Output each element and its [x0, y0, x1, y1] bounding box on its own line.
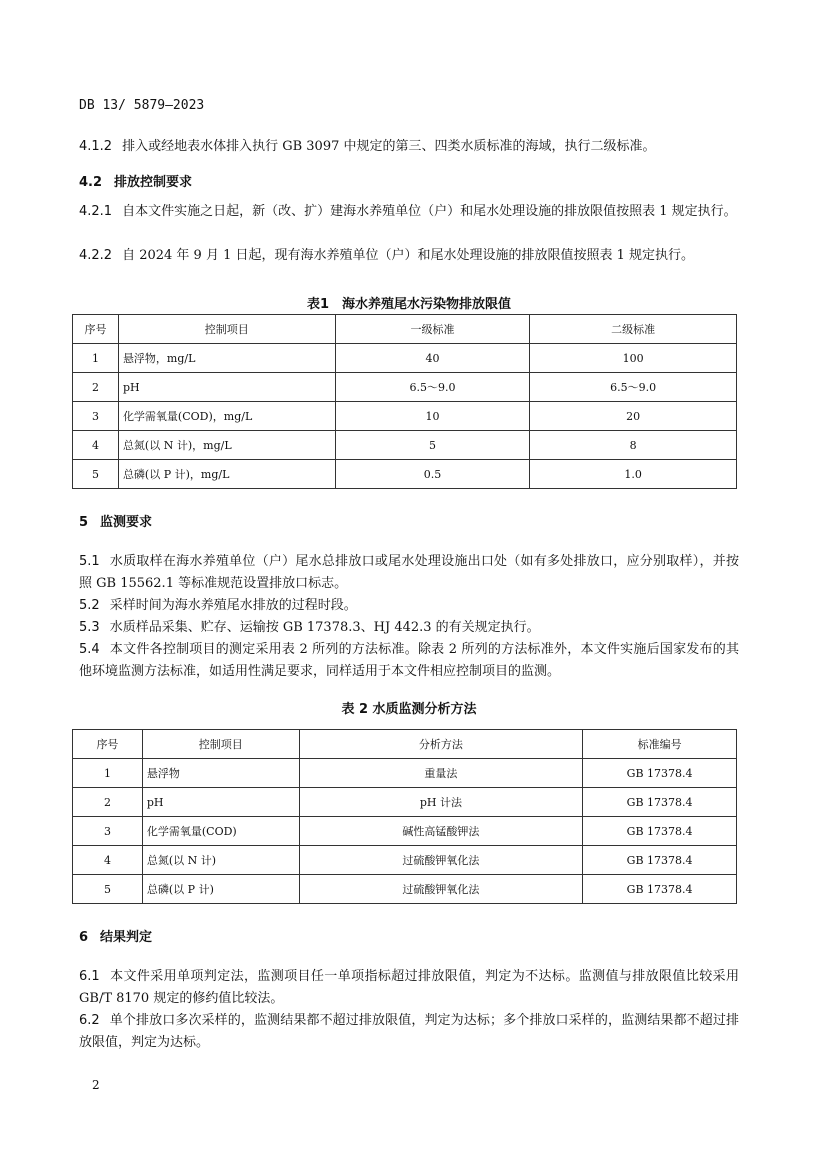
table-cell: 1 — [73, 759, 143, 788]
clause-text: 本文件采用单项判定法，监测项目任一单项指标超过排放限值，判定为不达标。监测值与排放限值比较采用 GB/T 8170 规定的修约值比较法。 — [79, 969, 739, 1006]
clause-number: 5.1 — [79, 554, 100, 569]
section-title: 结果判定 — [100, 930, 153, 945]
table-cell: 过硫酸钾氧化法 — [299, 875, 583, 904]
section-5-heading — [79, 511, 152, 530]
clause-number: 5.2 — [79, 598, 100, 613]
table-cell: 2 — [73, 373, 119, 402]
clause-text: 自 2024 年 9 月 1 日起，现有海水养殖单位（户）和尾水处理设施的排放限值按照表 1 规定执行。 — [122, 248, 695, 263]
header-cell: 序号 — [73, 730, 143, 759]
table-cell: 重量法 — [299, 759, 583, 788]
table-row — [73, 846, 737, 875]
table-cell: GB 17378.4 — [583, 759, 737, 788]
table-cell: 4 — [73, 846, 143, 875]
table-cell: GB 17378.4 — [583, 788, 737, 817]
table1-caption: 表1 海水养殖尾水污染物排放限值 — [306, 297, 512, 312]
table-cell: 悬浮物 — [142, 759, 299, 788]
header-cell: 二级标准 — [530, 315, 737, 344]
table-header-row — [73, 730, 737, 759]
table-cell: 5 — [73, 875, 143, 904]
section-number: 5 — [79, 515, 89, 530]
table-cell: pH — [118, 373, 335, 402]
clause-number: 5.4 — [79, 642, 100, 657]
page-number: 2 — [92, 1078, 100, 1092]
header-cell: 控制项目 — [118, 315, 335, 344]
table-cell: 40 — [335, 344, 530, 373]
clause-text: 采样时间为海水养殖尾水排放的过程时段。 — [109, 598, 357, 613]
table-cell: 3 — [73, 402, 119, 431]
table-cell: 总氮(以 N 计)，mg/L — [118, 431, 335, 460]
table-row — [73, 344, 737, 373]
table-cell: 2 — [73, 788, 143, 817]
table-row — [73, 431, 737, 460]
table-cell: 1.0 — [530, 460, 737, 489]
table-row — [73, 875, 737, 904]
table-cell: 悬浮物，mg/L — [118, 344, 335, 373]
document-header: DB 13/ 5879—2023 — [79, 98, 205, 113]
header-cell: 一级标准 — [335, 315, 530, 344]
table-cell: 1 — [73, 344, 119, 373]
clause-number: 4.2.2 — [79, 248, 113, 263]
table2-caption: 表 2 水质监测分析方法 — [341, 702, 477, 717]
clause-4-1-2 — [79, 136, 739, 158]
clause-text: 单个排放口多次采样的，监测结果都不超过排放限值，判定为达标；多个排放口采样的，监测结果都不超过排放限值，判定为达标。 — [79, 1013, 739, 1050]
clause-text: 排入或经地表水体排入执行 GB 3097 中规定的第三、四类水质标准的海域，执行二级标准。 — [122, 139, 656, 154]
section-6-heading — [79, 926, 152, 945]
table-row — [73, 402, 737, 431]
section-title: 排放控制要求 — [114, 175, 193, 190]
table-cell: 总磷(以 P 计) — [142, 875, 299, 904]
clause-number: 6.1 — [79, 969, 100, 984]
table1-emission-limits — [72, 314, 737, 489]
table-cell: 化学需氧量(COD) — [142, 817, 299, 846]
table-cell: GB 17378.4 — [583, 817, 737, 846]
table-cell: 总氮(以 N 计) — [142, 846, 299, 875]
table-cell: 0.5 — [335, 460, 530, 489]
header-cell: 标准编号 — [583, 730, 737, 759]
table-cell: 6.5～9.0 — [530, 373, 737, 402]
clause-text: 本文件各控制项目的测定采用表 2 所列的方法标准。除表 2 所列的方法标准外，本文件实施后国家发布的其他环境监测方法标准，如适用性满足要求，同样适用于本文件相应控制项目的监测。 — [79, 642, 739, 679]
table2-analysis-methods — [72, 729, 737, 904]
header-cell: 分析方法 — [299, 730, 583, 759]
table-cell: pH 计法 — [299, 788, 583, 817]
section-number: 4.2 — [79, 175, 103, 190]
table-row — [73, 759, 737, 788]
clause-5-1 — [79, 551, 739, 595]
table-cell: 6.5～9.0 — [335, 373, 530, 402]
header-cell: 序号 — [73, 315, 119, 344]
clause-number: 4.1.2 — [79, 139, 113, 154]
clause-6-1 — [79, 966, 739, 1010]
table-cell: 过硫酸钾氧化法 — [299, 846, 583, 875]
clause-5-2 — [79, 595, 739, 617]
table-cell: 5 — [335, 431, 530, 460]
table-row — [73, 460, 737, 489]
clause-text: 自本文件实施之日起，新（改、扩）建海水养殖单位（户）和尾水处理设施的排放限值按照表 1 规定执行。 — [122, 204, 737, 219]
table-cell: 20 — [530, 402, 737, 431]
table-cell: 5 — [73, 460, 119, 489]
clause-text: 水质取样在海水养殖单位（户）尾水总排放口或尾水处理设施出口处（如有多处排放口，应分别取样），并按照 GB 15562.1 等标准规范设置排放口标志。 — [79, 554, 739, 591]
clause-text: 水质样品采集、贮存、运输按 GB 17378.3、HJ 442.3 的有关规定执行。 — [109, 620, 540, 635]
table-cell: 10 — [335, 402, 530, 431]
section-4-2-heading — [79, 171, 192, 190]
table-cell: 碱性高锰酸钾法 — [299, 817, 583, 846]
clause-number: 4.2.1 — [79, 204, 113, 219]
table-cell: 3 — [73, 817, 143, 846]
table-cell: GB 17378.4 — [583, 875, 737, 904]
table-row — [73, 817, 737, 846]
clause-number: 5.3 — [79, 620, 100, 635]
table-cell: pH — [142, 788, 299, 817]
table-cell: 总磷(以 P 计)，mg/L — [118, 460, 335, 489]
table-row — [73, 788, 737, 817]
clause-4-2-1 — [79, 201, 739, 223]
clause-number: 6.2 — [79, 1013, 100, 1028]
table-row — [73, 373, 737, 402]
section-number: 6 — [79, 930, 89, 945]
clause-5-3 — [79, 617, 739, 639]
header-cell: 控制项目 — [142, 730, 299, 759]
table-cell: GB 17378.4 — [583, 846, 737, 875]
clause-6-2 — [79, 1010, 739, 1054]
section-title: 监测要求 — [100, 515, 153, 530]
table-cell: 化学需氧量(COD)，mg/L — [118, 402, 335, 431]
table-cell: 8 — [530, 431, 737, 460]
table-header-row — [73, 315, 737, 344]
clause-4-2-2 — [79, 245, 739, 267]
clause-5-4 — [79, 639, 739, 683]
table-cell: 4 — [73, 431, 119, 460]
table-cell: 100 — [530, 344, 737, 373]
